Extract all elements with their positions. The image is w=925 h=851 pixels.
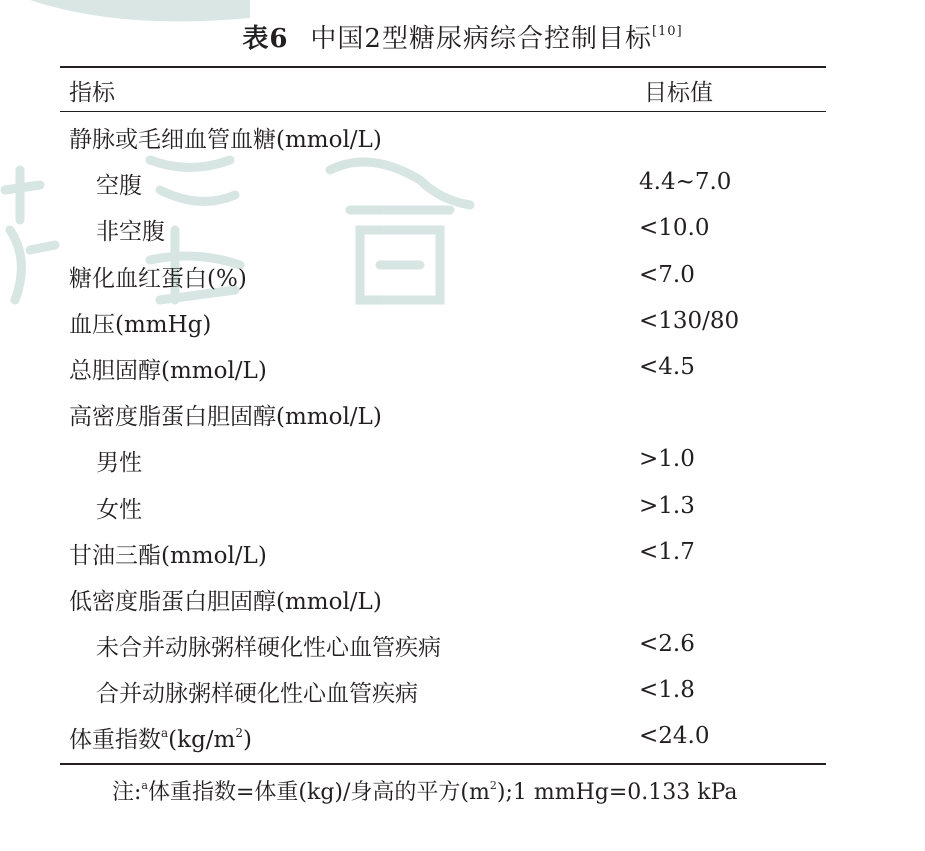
bmi-unit-open: (kg/m: [168, 727, 236, 754]
row-indicator: 非空腹: [96, 219, 165, 246]
row-indicator: 总胆固醇(mmol/L): [69, 357, 267, 384]
table-row: [60, 623, 826, 669]
note-exponent: 2: [489, 779, 497, 792]
table-row: [60, 300, 826, 346]
table-row: [60, 531, 826, 577]
note-marker: a: [141, 779, 148, 792]
reference-marker: [10]: [651, 24, 683, 39]
table-caption: [0, 18, 925, 55]
row-target: <7.0: [639, 261, 695, 288]
table-row: [60, 577, 826, 623]
row-target: <1.7: [639, 538, 695, 565]
row-target: <1.8: [639, 677, 695, 704]
row-indicator: 女性: [96, 496, 142, 523]
footnote-marker: a: [161, 726, 169, 741]
row-indicator: 甘油三酯(mmol/L): [69, 542, 267, 569]
row-indicator: 未合并动脉粥样硬化性心血管疾病: [96, 635, 441, 662]
unit-exponent: 2: [235, 726, 243, 741]
row-indicator: 低密度脂蛋白胆固醇(mmol/L): [69, 588, 382, 615]
row-indicator: [69, 721, 252, 754]
header-rule: [60, 111, 826, 112]
bottom-rule: [60, 763, 826, 765]
row-target: >1.0: [639, 446, 695, 473]
row-indicator: 男性: [96, 450, 142, 477]
table-row: [60, 207, 826, 253]
bmi-label: 体重指数: [69, 727, 161, 754]
row-target: <10.0: [639, 215, 710, 242]
row-indicator: 糖化血红蛋白(%): [69, 265, 247, 292]
row-target: <24.0: [639, 723, 710, 750]
bmi-unit-close: ): [243, 727, 252, 754]
table-title: 中国2型糖尿病综合控制目标: [310, 24, 652, 54]
note-text-1: 体重指数=体重(kg)/身高的平方(m: [147, 780, 490, 805]
row-indicator: 高密度脂蛋白胆固醇(mmol/L): [69, 404, 382, 431]
row-indicator: 血压(mmHg): [69, 311, 212, 338]
table-label: 表6: [242, 24, 289, 54]
header-indicator: 指标: [69, 80, 115, 106]
top-rule: [60, 66, 826, 68]
row-indicator: 静脉或毛细血管血糖(mmol/L): [69, 127, 382, 153]
header-target-value: 目标值: [644, 80, 713, 106]
table-row: [60, 161, 826, 207]
row-target: <130/80: [639, 307, 740, 334]
table-row: [60, 115, 826, 161]
table-row: [60, 669, 826, 715]
note-text-2: );1 mmHg=0.133 kPa: [496, 780, 738, 805]
table-row: [60, 485, 826, 531]
table-body: [60, 115, 826, 762]
row-target: <2.6: [639, 631, 695, 658]
table-row: [60, 392, 826, 438]
table-row: [60, 438, 826, 484]
table-row: [60, 715, 826, 761]
row-target: >1.3: [639, 492, 695, 519]
row-indicator: 合并动脉粥样硬化性心血管疾病: [96, 681, 418, 708]
table-note: [112, 775, 738, 806]
row-target: 4.4~7.0: [639, 169, 732, 196]
note-prefix: 注:: [112, 780, 142, 805]
table-row: [60, 346, 826, 392]
row-target: <4.5: [639, 353, 695, 380]
table-row: [60, 254, 826, 300]
table-header: [60, 72, 826, 108]
row-indicator: 空腹: [96, 173, 142, 200]
